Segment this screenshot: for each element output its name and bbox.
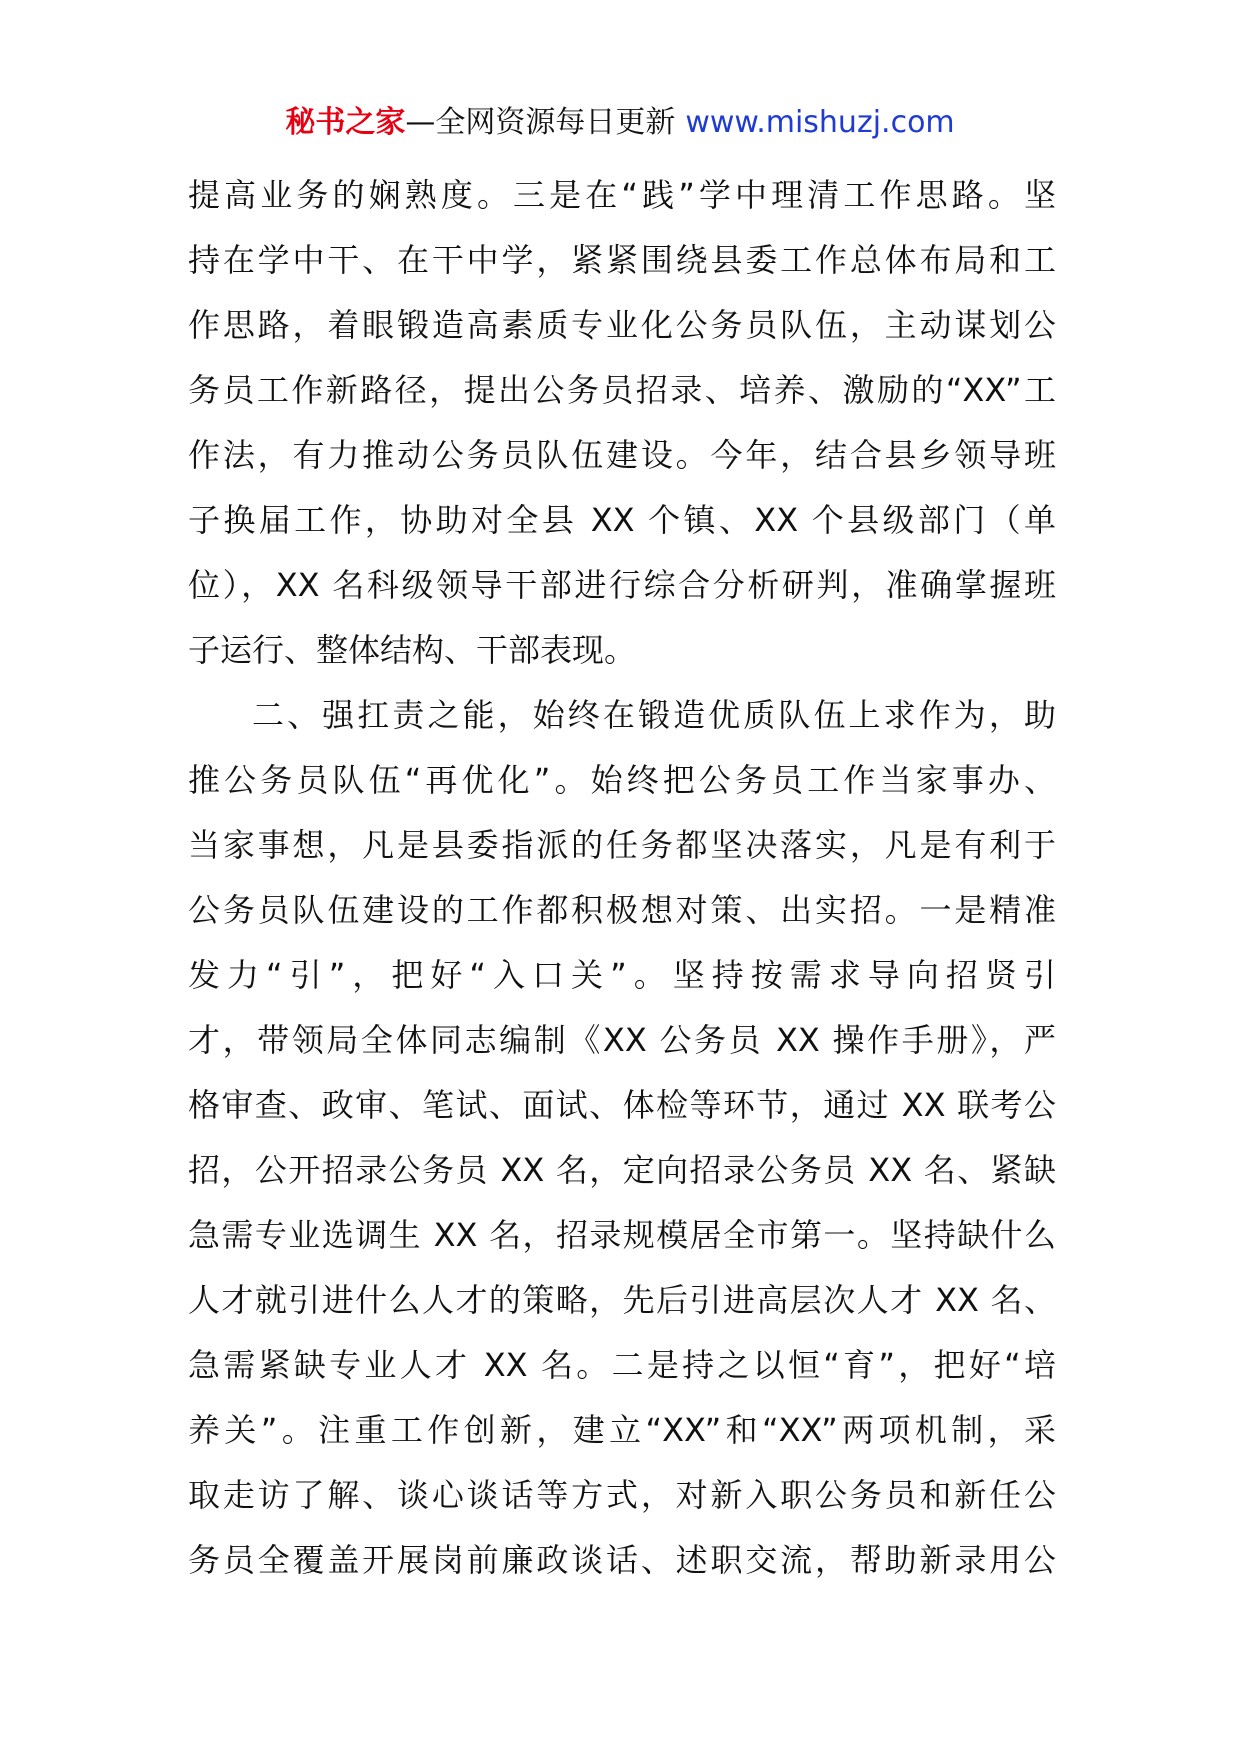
text-line: 子运行、整体结构、干部表现。 [188, 631, 637, 669]
text-line: 人才就引进什么人才的策略，先后引进高层次人才 XX 名、 [188, 1281, 1056, 1319]
text-line: 急需紧缺专业人才 XX 名。二是持之以恒“育”，把好“培 [188, 1346, 1056, 1384]
header-url[interactable]: www.mishuzj.com [685, 105, 955, 140]
text-line: 格审查、政审、笔试、面试、体检等环节，通过 XX 联考公 [188, 1086, 1056, 1124]
text-line: 务员工作新路径，提出公务员招录、培养、激励的“XX”工 [188, 371, 1056, 409]
text-line: 子换届工作，协助对全县 XX 个镇、XX 个县级部门（单 [188, 501, 1056, 539]
text-line: 作法，有力推动公务员队伍建设。今年，结合县乡领导班 [188, 436, 1056, 474]
text-line: 作思路，着眼锻造高素质专业化公务员队伍，主动谋划公 [188, 306, 1056, 344]
text-line: 提高业务的娴熟度。三是在“践”学中理清工作思路。坚 [188, 176, 1056, 214]
brand-name: 秘书之家 [285, 105, 406, 140]
text-line: 取走访了解、谈心谈话等方式，对新入职公务员和新任公 [188, 1476, 1056, 1514]
text-line: 当家事想，凡是县委指派的任务都坚决落实，凡是有利于 [188, 826, 1056, 864]
text-line: 急需专业选调生 XX 名，招录规模居全市第一。坚持缺什么 [188, 1216, 1056, 1254]
section-heading-line: 二、强扛责之能，始终在锻造优质队伍上求作为，助 [252, 696, 1056, 734]
watermark-header [0, 100, 1240, 146]
header-tagline: —全网资源每日更新 [405, 105, 676, 140]
text-line: 发力“引”，把好“入口关”。坚持按需求导向招贤引 [188, 956, 1056, 994]
document-body [188, 163, 1056, 1593]
text-line: 招，公开招录公务员 XX 名，定向招录公务员 XX 名、紧缺 [188, 1151, 1056, 1189]
text-line: 养关”。注重工作创新，建立“XX”和“XX”两项机制，采 [188, 1411, 1056, 1449]
text-line: 公务员队伍建设的工作都积极想对策、出实招。一是精准 [188, 891, 1056, 929]
text-line: 推公务员队伍“再优化”。始终把公务员工作当家事办、 [188, 761, 1056, 799]
text-line: 持在学中干、在干中学，紧紧围绕县委工作总体布局和工 [188, 241, 1056, 279]
text-line: 位），XX 名科级领导干部进行综合分析研判，准确掌握班 [188, 566, 1056, 604]
text-line: 务员全覆盖开展岗前廉政谈话、述职交流，帮助新录用公 [188, 1541, 1056, 1579]
text-line: 才，带领局全体同志编制《XX 公务员 XX 操作手册》，严 [188, 1021, 1056, 1059]
